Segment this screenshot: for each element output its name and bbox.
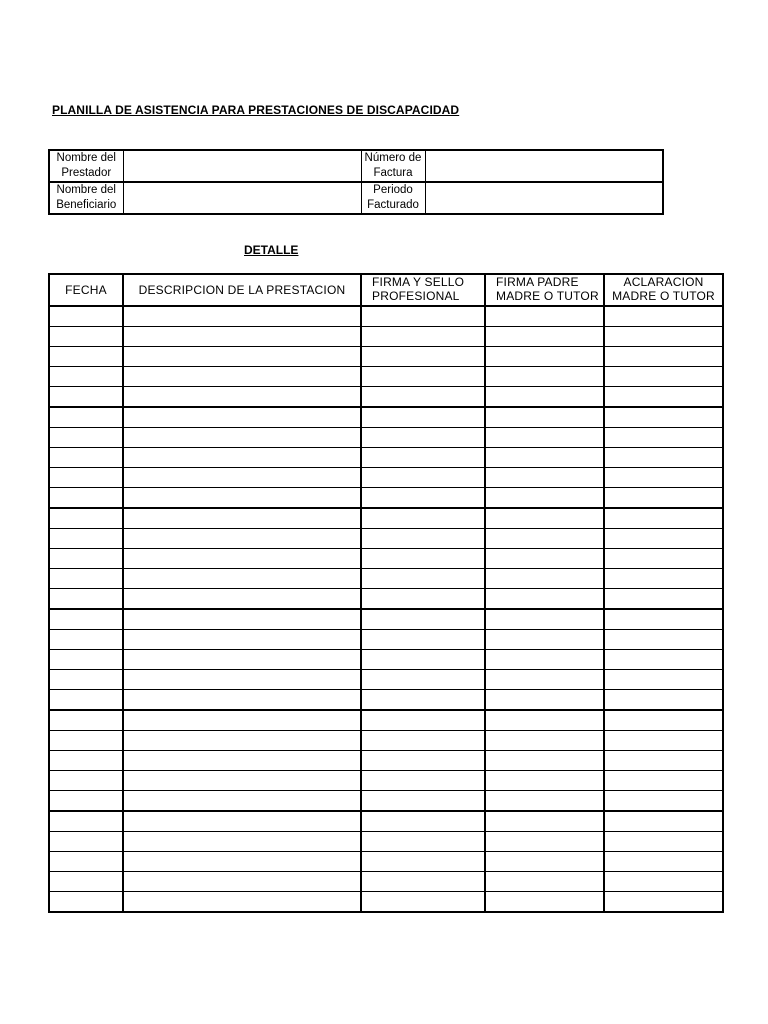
aclaracion-cell[interactable] <box>604 306 723 327</box>
firma-profesional-cell[interactable] <box>361 710 485 731</box>
firma-padre-cell[interactable] <box>485 549 604 569</box>
descripcion-cell[interactable] <box>123 549 361 569</box>
aclaracion-cell[interactable] <box>604 872 723 892</box>
form-title: PLANILLA DE ASISTENCIA PARA PRESTACIONES DE DISCAPACIDAD <box>52 103 460 117</box>
column-header-firma-padre: FIRMA PADRE MADRE O TUTOR <box>485 274 604 306</box>
table-row <box>49 367 723 387</box>
fecha-cell[interactable] <box>49 609 123 630</box>
aclaracion-cell[interactable] <box>604 690 723 711</box>
firma-profesional-cell[interactable] <box>361 630 485 650</box>
descripcion-cell[interactable] <box>123 650 361 670</box>
firma-profesional-cell[interactable] <box>361 508 485 529</box>
descripcion-cell[interactable] <box>123 630 361 650</box>
aclaracion-cell[interactable] <box>604 609 723 630</box>
column-header-fecha: FECHA <box>49 274 123 306</box>
table-row <box>49 529 723 549</box>
aclaracion-cell[interactable] <box>604 589 723 610</box>
table-row <box>49 811 723 832</box>
aclaracion-cell[interactable] <box>604 407 723 428</box>
fecha-cell[interactable] <box>49 448 123 468</box>
fecha-cell[interactable] <box>49 771 123 791</box>
fecha-cell[interactable] <box>49 630 123 650</box>
descripcion-cell[interactable] <box>123 508 361 529</box>
table-row <box>49 670 723 690</box>
info-row-1 <box>49 150 663 182</box>
firma-profesional-cell[interactable] <box>361 347 485 367</box>
firma-profesional-cell[interactable] <box>361 488 485 509</box>
firma-profesional-cell[interactable] <box>361 791 485 812</box>
firma-profesional-cell[interactable] <box>361 872 485 892</box>
info-row-2 <box>49 182 663 214</box>
aclaracion-cell[interactable] <box>604 327 723 347</box>
descripcion-cell[interactable] <box>123 428 361 448</box>
fecha-cell[interactable] <box>49 529 123 549</box>
aclaracion-cell[interactable] <box>604 852 723 872</box>
table-row <box>49 852 723 872</box>
invoice-number-label: Número de Factura <box>361 150 425 182</box>
provider-name-field[interactable] <box>123 150 361 182</box>
fecha-cell[interactable] <box>49 508 123 529</box>
provider-info-table <box>48 149 664 215</box>
firma-profesional-cell[interactable] <box>361 549 485 569</box>
firma-profesional-cell[interactable] <box>361 650 485 670</box>
descripcion-cell[interactable] <box>123 347 361 367</box>
aclaracion-cell[interactable] <box>604 468 723 488</box>
billed-period-field[interactable] <box>425 182 663 214</box>
table-row <box>49 306 723 327</box>
descripcion-cell[interactable] <box>123 468 361 488</box>
aclaracion-cell[interactable] <box>604 630 723 650</box>
table-row <box>49 387 723 408</box>
firma-padre-cell[interactable] <box>485 448 604 468</box>
descripcion-cell[interactable] <box>123 791 361 812</box>
firma-profesional-cell[interactable] <box>361 832 485 852</box>
firma-padre-cell[interactable] <box>485 710 604 731</box>
descripcion-cell[interactable] <box>123 589 361 610</box>
firma-profesional-cell[interactable] <box>361 690 485 711</box>
descripcion-cell[interactable] <box>123 811 361 832</box>
firma-profesional-cell[interactable] <box>361 670 485 690</box>
firma-padre-cell[interactable] <box>485 468 604 488</box>
firma-padre-cell[interactable] <box>485 327 604 347</box>
fecha-cell[interactable] <box>49 589 123 610</box>
table-row <box>49 751 723 771</box>
fecha-cell[interactable] <box>49 832 123 852</box>
aclaracion-cell[interactable] <box>604 811 723 832</box>
fecha-cell[interactable] <box>49 650 123 670</box>
table-row <box>49 488 723 509</box>
firma-profesional-cell[interactable] <box>361 771 485 791</box>
table-row <box>49 690 723 711</box>
table-row <box>49 710 723 731</box>
fecha-cell[interactable] <box>49 347 123 367</box>
table-row <box>49 872 723 892</box>
firma-padre-cell[interactable] <box>485 811 604 832</box>
fecha-cell[interactable] <box>49 710 123 731</box>
firma-profesional-cell[interactable] <box>361 731 485 751</box>
firma-profesional-cell[interactable] <box>361 609 485 630</box>
firma-padre-cell[interactable] <box>485 832 604 852</box>
table-row <box>49 549 723 569</box>
firma-profesional-cell[interactable] <box>361 306 485 327</box>
firma-padre-cell[interactable] <box>485 508 604 529</box>
descripcion-cell[interactable] <box>123 852 361 872</box>
firma-profesional-cell[interactable] <box>361 811 485 832</box>
fecha-cell[interactable] <box>49 488 123 509</box>
fecha-cell[interactable] <box>49 892 123 913</box>
firma-profesional-cell[interactable] <box>361 751 485 771</box>
firma-padre-cell[interactable] <box>485 407 604 428</box>
fecha-cell[interactable] <box>49 367 123 387</box>
descripcion-cell[interactable] <box>123 872 361 892</box>
aclaracion-cell[interactable] <box>604 731 723 751</box>
firma-profesional-cell[interactable] <box>361 892 485 913</box>
fecha-cell[interactable] <box>49 731 123 751</box>
aclaracion-cell[interactable] <box>604 710 723 731</box>
descripcion-cell[interactable] <box>123 407 361 428</box>
aclaracion-cell[interactable] <box>604 428 723 448</box>
detail-header-row <box>49 274 723 306</box>
aclaracion-cell[interactable] <box>604 892 723 913</box>
aclaracion-cell[interactable] <box>604 448 723 468</box>
firma-padre-cell[interactable] <box>485 630 604 650</box>
column-header-descripcion: DESCRIPCION DE LA PRESTACION <box>123 274 361 306</box>
billed-period-label: Periodo Facturado <box>361 182 425 214</box>
invoice-number-field[interactable] <box>425 150 663 182</box>
table-row <box>49 448 723 468</box>
descripcion-cell[interactable] <box>123 892 361 913</box>
firma-padre-cell[interactable] <box>485 589 604 610</box>
fecha-cell[interactable] <box>49 569 123 589</box>
beneficiary-name-label: Nombre del Beneficiario <box>49 182 123 214</box>
firma-profesional-cell[interactable] <box>361 448 485 468</box>
table-row <box>49 569 723 589</box>
aclaracion-cell[interactable] <box>604 650 723 670</box>
table-row <box>49 327 723 347</box>
aclaracion-cell[interactable] <box>604 751 723 771</box>
firma-padre-cell[interactable] <box>485 690 604 711</box>
firma-padre-cell[interactable] <box>485 387 604 408</box>
table-row <box>49 791 723 812</box>
descripcion-cell[interactable] <box>123 387 361 408</box>
fecha-cell[interactable] <box>49 852 123 872</box>
firma-padre-cell[interactable] <box>485 852 604 872</box>
provider-name-label: Nombre del Prestador <box>49 150 123 182</box>
descripcion-cell[interactable] <box>123 327 361 347</box>
aclaracion-cell[interactable] <box>604 367 723 387</box>
aclaracion-cell[interactable] <box>604 670 723 690</box>
firma-profesional-cell[interactable] <box>361 852 485 872</box>
table-row <box>49 347 723 367</box>
fecha-cell[interactable] <box>49 549 123 569</box>
detail-table-body <box>49 306 723 912</box>
fecha-cell[interactable] <box>49 387 123 408</box>
descripcion-cell[interactable] <box>123 670 361 690</box>
firma-padre-cell[interactable] <box>485 529 604 549</box>
table-row <box>49 428 723 448</box>
table-row <box>49 630 723 650</box>
column-header-aclaracion: ACLARACION MADRE O TUTOR <box>604 274 723 306</box>
firma-profesional-cell[interactable] <box>361 387 485 408</box>
descripcion-cell[interactable] <box>123 306 361 327</box>
firma-padre-cell[interactable] <box>485 872 604 892</box>
fecha-cell[interactable] <box>49 306 123 327</box>
column-header-firma-profesional: FIRMA Y SELLO PROFESIONAL <box>361 274 485 306</box>
fecha-cell[interactable] <box>49 690 123 711</box>
firma-profesional-cell[interactable] <box>361 589 485 610</box>
descripcion-cell[interactable] <box>123 731 361 751</box>
fecha-cell[interactable] <box>49 327 123 347</box>
firma-profesional-cell[interactable] <box>361 428 485 448</box>
table-row <box>49 771 723 791</box>
firma-padre-cell[interactable] <box>485 731 604 751</box>
table-row <box>49 508 723 529</box>
aclaracion-cell[interactable] <box>604 529 723 549</box>
descripcion-cell[interactable] <box>123 529 361 549</box>
fecha-cell[interactable] <box>49 791 123 812</box>
firma-profesional-cell[interactable] <box>361 407 485 428</box>
descripcion-cell[interactable] <box>123 448 361 468</box>
aclaracion-cell[interactable] <box>604 549 723 569</box>
firma-padre-cell[interactable] <box>485 428 604 448</box>
firma-padre-cell[interactable] <box>485 892 604 913</box>
table-row <box>49 832 723 852</box>
firma-padre-cell[interactable] <box>485 751 604 771</box>
firma-profesional-cell[interactable] <box>361 468 485 488</box>
fecha-cell[interactable] <box>49 751 123 771</box>
table-row <box>49 407 723 428</box>
aclaracion-cell[interactable] <box>604 791 723 812</box>
firma-padre-cell[interactable] <box>485 791 604 812</box>
descripcion-cell[interactable] <box>123 488 361 509</box>
firma-padre-cell[interactable] <box>485 569 604 589</box>
descripcion-cell[interactable] <box>123 367 361 387</box>
aclaracion-cell[interactable] <box>604 832 723 852</box>
fecha-cell[interactable] <box>49 872 123 892</box>
fecha-cell[interactable] <box>49 407 123 428</box>
firma-padre-cell[interactable] <box>485 488 604 509</box>
aclaracion-cell[interactable] <box>604 569 723 589</box>
firma-profesional-cell[interactable] <box>361 569 485 589</box>
descripcion-cell[interactable] <box>123 751 361 771</box>
descripcion-cell[interactable] <box>123 771 361 791</box>
attendance-detail-table <box>48 273 724 913</box>
descripcion-cell[interactable] <box>123 569 361 589</box>
aclaracion-cell[interactable] <box>604 771 723 791</box>
firma-profesional-cell[interactable] <box>361 529 485 549</box>
firma-padre-cell[interactable] <box>485 367 604 387</box>
table-row <box>49 731 723 751</box>
firma-profesional-cell[interactable] <box>361 327 485 347</box>
aclaracion-cell[interactable] <box>604 387 723 408</box>
firma-padre-cell[interactable] <box>485 670 604 690</box>
fecha-cell[interactable] <box>49 670 123 690</box>
table-row <box>49 609 723 630</box>
descripcion-cell[interactable] <box>123 832 361 852</box>
firma-padre-cell[interactable] <box>485 347 604 367</box>
aclaracion-cell[interactable] <box>604 488 723 509</box>
aclaracion-cell[interactable] <box>604 347 723 367</box>
fecha-cell[interactable] <box>49 811 123 832</box>
beneficiary-name-field[interactable] <box>123 182 361 214</box>
table-row <box>49 650 723 670</box>
fecha-cell[interactable] <box>49 428 123 448</box>
firma-padre-cell[interactable] <box>485 771 604 791</box>
descripcion-cell[interactable] <box>123 710 361 731</box>
table-row <box>49 589 723 610</box>
detail-heading: DETALLE <box>244 243 299 257</box>
descripcion-cell[interactable] <box>123 609 361 630</box>
firma-padre-cell[interactable] <box>485 650 604 670</box>
table-row <box>49 468 723 488</box>
fecha-cell[interactable] <box>49 468 123 488</box>
firma-padre-cell[interactable] <box>485 306 604 327</box>
descripcion-cell[interactable] <box>123 690 361 711</box>
firma-padre-cell[interactable] <box>485 609 604 630</box>
table-row <box>49 892 723 913</box>
aclaracion-cell[interactable] <box>604 508 723 529</box>
firma-profesional-cell[interactable] <box>361 367 485 387</box>
